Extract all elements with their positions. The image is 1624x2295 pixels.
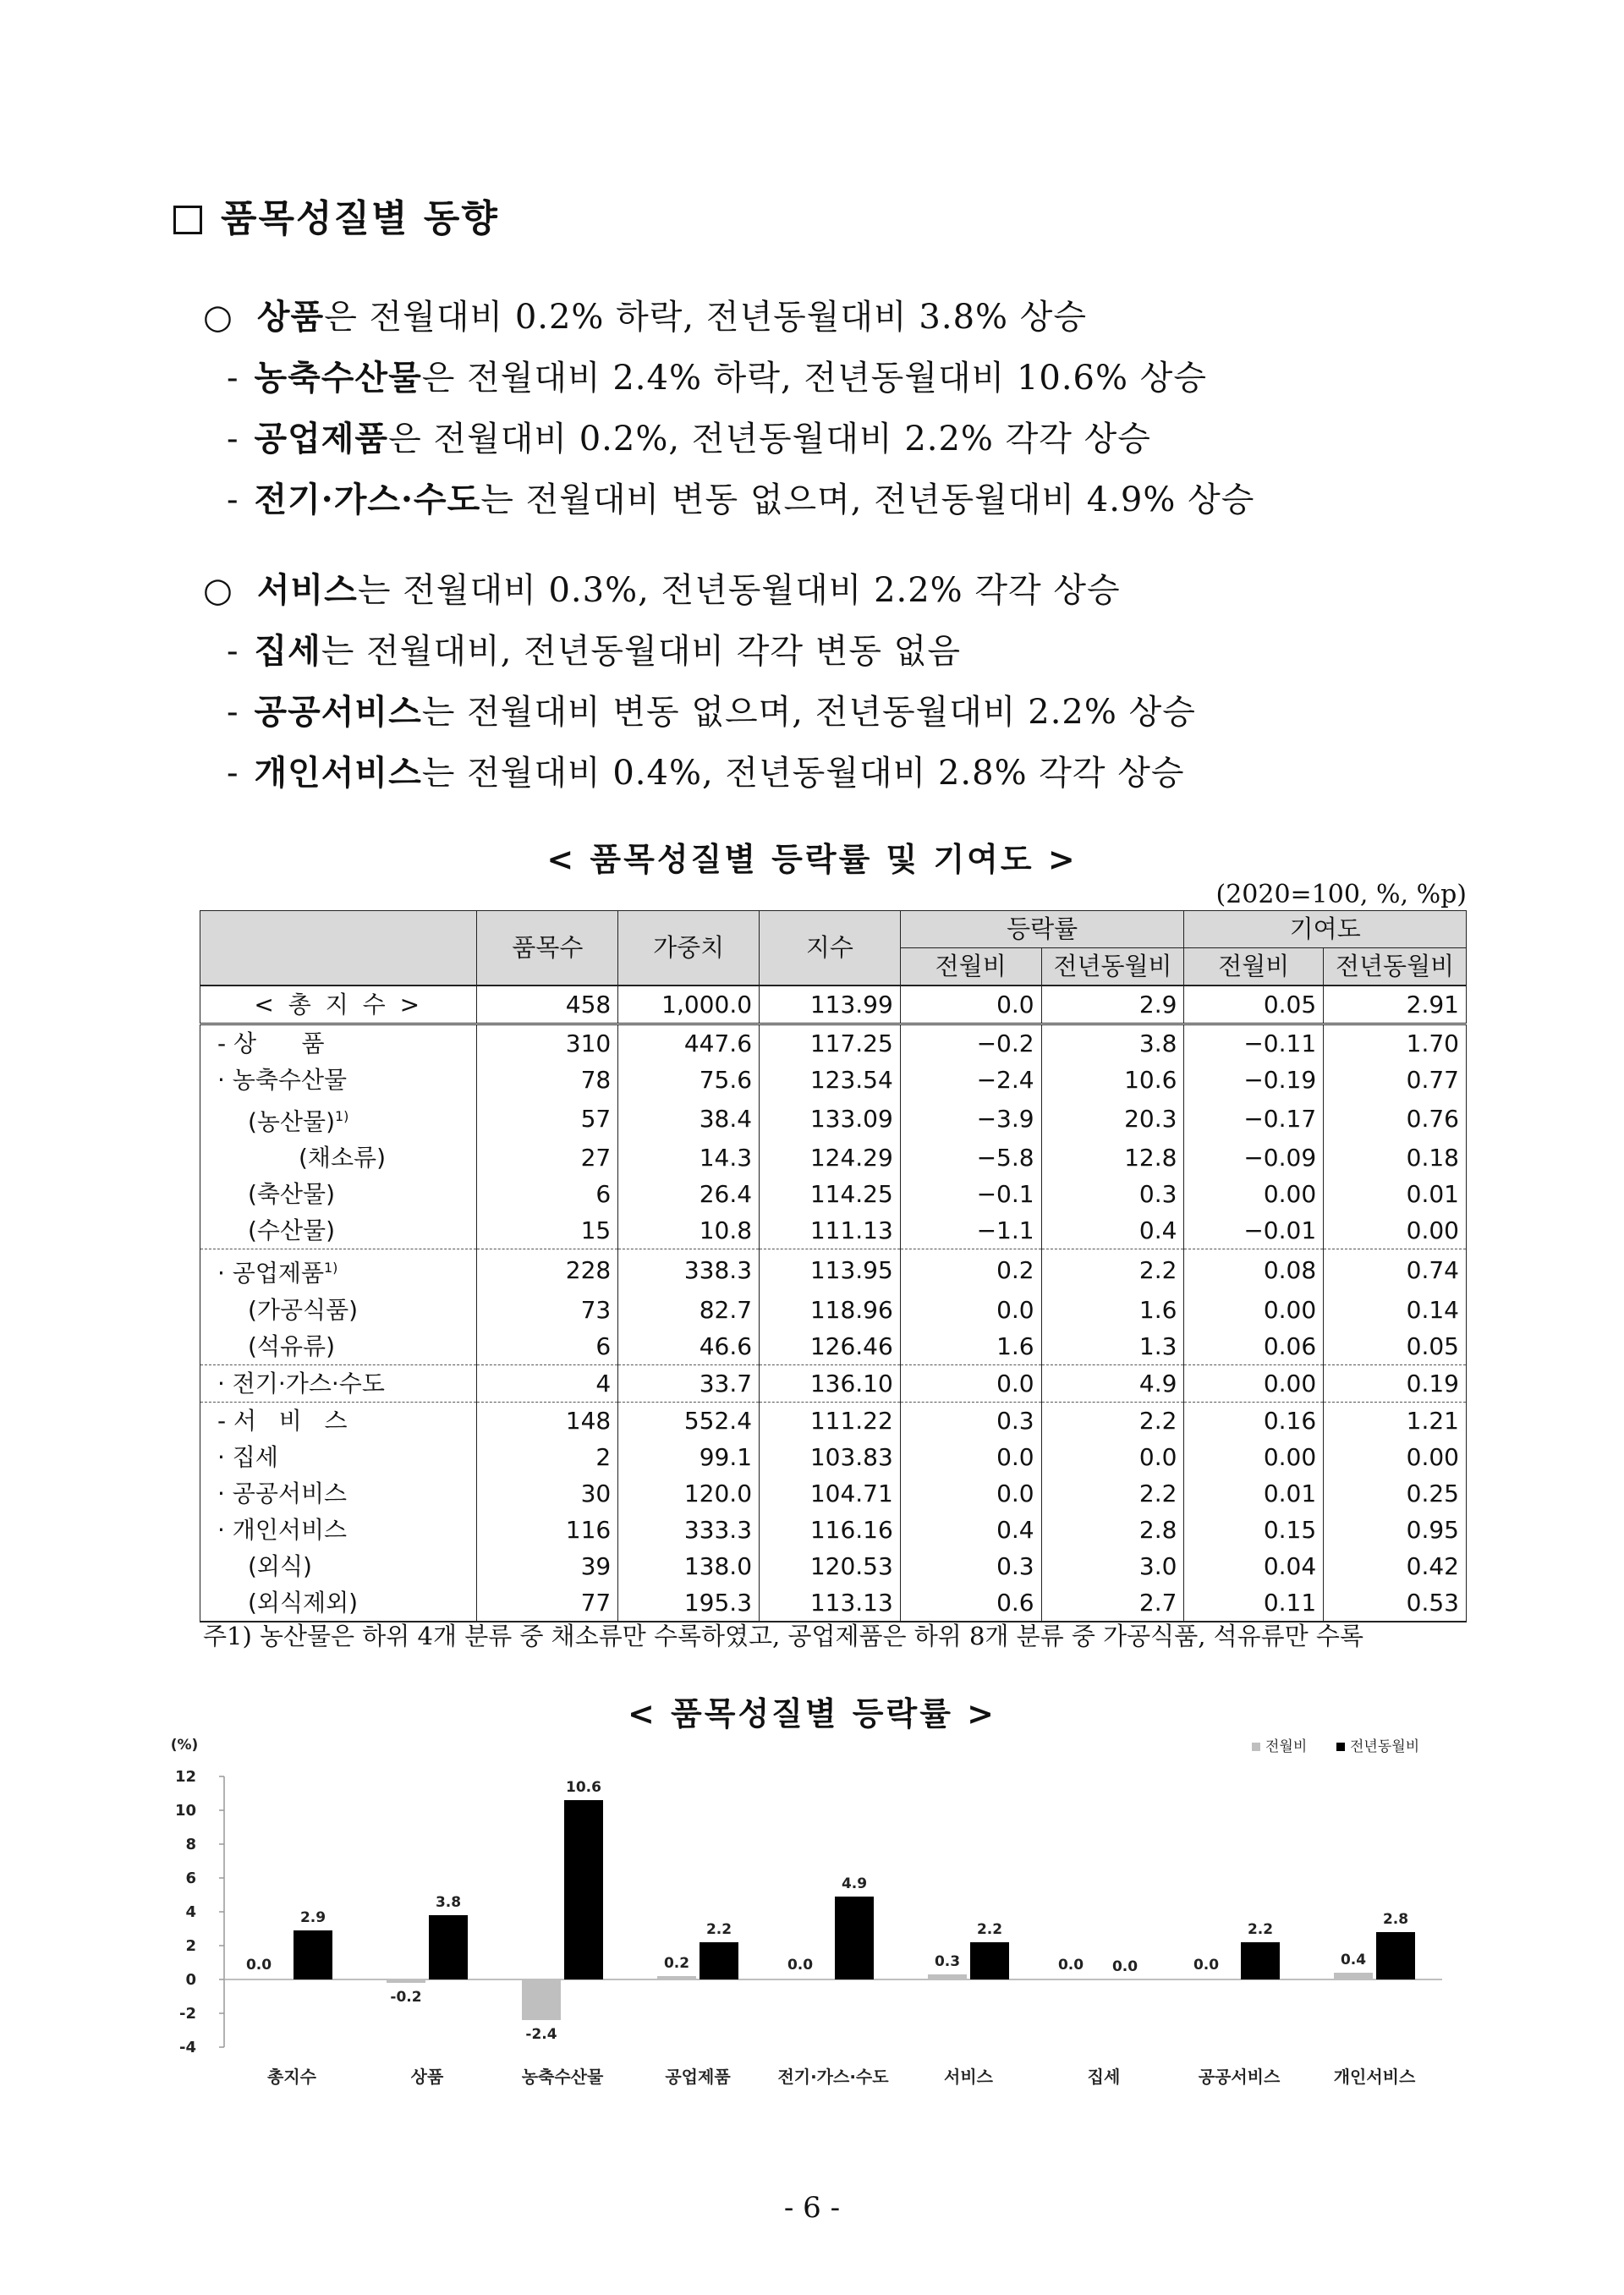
- row-label-text: (채소류): [299, 1144, 386, 1172]
- footnote-marker: 1): [324, 1260, 338, 1277]
- y-tick-label: 4: [185, 1903, 196, 1921]
- bar-yoy: [835, 1897, 874, 1979]
- bar-value-label: 2.9: [299, 1909, 326, 1926]
- table-row: [200, 1475, 1467, 1512]
- cell-chg-mom: −0.2: [900, 1024, 1041, 1062]
- row-label: [200, 1098, 477, 1139]
- x-category-label: 전기·가스·수도: [777, 2067, 889, 2087]
- row-label-text: (가공식품): [248, 1295, 359, 1324]
- cell-chg-mom: −1.1: [900, 1212, 1041, 1249]
- summary-line: [227, 624, 961, 673]
- cell-items: 77: [477, 1584, 618, 1622]
- bar-yoy: [1376, 1932, 1415, 1979]
- bar-value-label: -2.4: [525, 2026, 557, 2043]
- cell-con-mom: −0.01: [1184, 1212, 1324, 1249]
- header-weight: 가중치: [618, 911, 760, 986]
- cell-chg-mom: 0.2: [900, 1249, 1041, 1292]
- footnote-marker: 1): [335, 1108, 349, 1124]
- summary-line: [227, 351, 1207, 399]
- cell-index: 113.99: [760, 986, 901, 1024]
- header-contribution-yoy: 전년동월비: [1324, 948, 1467, 986]
- summary-text: 는 전월대비 변동 없으며, 전년동월대비 2.2% 상승: [421, 693, 1196, 732]
- header-contribution: 기여도: [1184, 911, 1467, 948]
- dash-bullet: -: [227, 632, 239, 671]
- bar-value-label: 4.9: [841, 1875, 868, 1892]
- dash-bullet: -: [227, 420, 239, 458]
- cell-con-yoy: 0.74: [1324, 1249, 1467, 1292]
- table-title: < 품목성질별 등락률 및 기여도 >: [546, 840, 1078, 878]
- page-number: - 6 -: [783, 2191, 841, 2225]
- cell-index: 118.96: [760, 1292, 901, 1328]
- cell-chg-mom: 0.4: [900, 1512, 1041, 1548]
- header-change: 등락률: [900, 911, 1184, 948]
- bar-value-label: 2.2: [1247, 1921, 1274, 1938]
- x-category-label: 공업제품: [665, 2067, 731, 2087]
- cell-chg-yoy: 2.8: [1041, 1512, 1184, 1548]
- x-category-label: 농축수산물: [521, 2067, 604, 2087]
- cell-items: 6: [477, 1176, 618, 1212]
- bar-yoy: [429, 1915, 468, 1979]
- cell-items: 458: [477, 986, 618, 1024]
- cell-index: 116.16: [760, 1512, 901, 1548]
- cell-con-mom: 0.00: [1184, 1364, 1324, 1402]
- cell-con-mom: 0.16: [1184, 1402, 1324, 1439]
- table-row: [200, 1139, 1467, 1176]
- cell-items: 27: [477, 1139, 618, 1176]
- table-row: [200, 1098, 1467, 1139]
- cell-con-mom: 0.00: [1184, 1439, 1324, 1475]
- table-row: [200, 1512, 1467, 1548]
- cell-chg-mom: 0.0: [900, 986, 1041, 1024]
- row-label: [200, 1364, 477, 1402]
- cell-index: 133.09: [760, 1098, 901, 1139]
- rates-table: [200, 910, 1467, 1622]
- cell-items: 30: [477, 1475, 618, 1512]
- y-tick-label: -2: [179, 2005, 196, 2023]
- cell-con-yoy: 0.77: [1324, 1062, 1467, 1098]
- cell-index: 111.22: [760, 1402, 901, 1439]
- cell-chg-yoy: 0.0: [1041, 1439, 1184, 1475]
- cell-con-yoy: 0.25: [1324, 1475, 1467, 1512]
- y-tick-label: -4: [179, 2039, 196, 2056]
- cell-chg-mom: 0.6: [900, 1584, 1041, 1622]
- cell-con-mom: 0.00: [1184, 1292, 1324, 1328]
- table-row: [200, 986, 1467, 1024]
- cell-items: 228: [477, 1249, 618, 1292]
- x-category-label: 개인서비스: [1333, 2067, 1416, 2087]
- cell-con-mom: 0.00: [1184, 1176, 1324, 1212]
- row-label: [200, 1439, 477, 1475]
- row-label-text: · 공업제품: [217, 1259, 324, 1288]
- row-label: [200, 986, 477, 1024]
- row-label: [200, 1176, 477, 1212]
- legend-label: 전년동월비: [1350, 1738, 1420, 1755]
- cell-chg-mom: 0.3: [900, 1548, 1041, 1584]
- table-row: [200, 1176, 1467, 1212]
- y-tick-label: 0: [185, 1971, 196, 1989]
- bar-value-label: 2.2: [976, 1921, 1003, 1938]
- cell-con-yoy: 2.91: [1324, 986, 1467, 1024]
- cell-weight: 138.0: [618, 1548, 760, 1584]
- cell-weight: 82.7: [618, 1292, 760, 1328]
- cell-index: 113.95: [760, 1249, 901, 1292]
- cell-con-mom: 0.08: [1184, 1249, 1324, 1292]
- legend-swatch: [1336, 1743, 1345, 1751]
- cell-index: 104.71: [760, 1475, 901, 1512]
- table-row: [200, 1328, 1467, 1365]
- cell-index: 103.83: [760, 1439, 901, 1475]
- cell-chg-yoy: 2.9: [1041, 986, 1184, 1024]
- summary-line: [227, 746, 1185, 794]
- cell-chg-mom: −5.8: [900, 1139, 1041, 1176]
- chart-title: < 품목성질별 등락률 >: [627, 1694, 997, 1732]
- x-category-label: 서비스: [944, 2067, 993, 2087]
- bar-value-label: -0.2: [390, 1989, 422, 2006]
- circle-bullet-icon: ○: [203, 571, 233, 610]
- cell-weight: 338.3: [618, 1249, 760, 1292]
- cell-chg-yoy: 2.2: [1041, 1475, 1184, 1512]
- cell-con-mom: 0.05: [1184, 986, 1324, 1024]
- cell-items: 148: [477, 1402, 618, 1439]
- cell-con-mom: 0.01: [1184, 1475, 1324, 1512]
- row-label-text: · 개인서비스: [217, 1515, 348, 1544]
- row-label-text: · 농축수산물: [217, 1066, 348, 1094]
- cell-con-yoy: 0.05: [1324, 1328, 1467, 1365]
- cell-con-mom: −0.19: [1184, 1062, 1324, 1098]
- cell-chg-mom: −3.9: [900, 1098, 1041, 1139]
- row-label: [200, 1024, 477, 1062]
- bar-mom: [522, 1979, 561, 2020]
- row-label-text: (농산물): [248, 1107, 335, 1136]
- table-row: [200, 1364, 1467, 1402]
- x-category-label: 집세: [1087, 2067, 1121, 2087]
- y-tick-label: 8: [185, 1836, 196, 1853]
- summary-text: 은 전월대비 0.2% 하락, 전년동월대비 3.8% 상승: [324, 298, 1088, 337]
- cell-weight: 99.1: [618, 1439, 760, 1475]
- cell-chg-yoy: 2.2: [1041, 1249, 1184, 1292]
- cell-index: 126.46: [760, 1328, 901, 1365]
- y-tick-label: 2: [185, 1937, 196, 1955]
- cell-index: 113.13: [760, 1584, 901, 1622]
- summary-keyword: 집세: [254, 631, 321, 671]
- row-label: [200, 1062, 477, 1098]
- cell-index: 114.25: [760, 1176, 901, 1212]
- table-row: [200, 1292, 1467, 1328]
- summary-line: [203, 290, 1087, 338]
- legend-swatch: [1252, 1743, 1260, 1751]
- cell-items: 2: [477, 1439, 618, 1475]
- cell-index: 123.54: [760, 1062, 901, 1098]
- dash-bullet: -: [227, 480, 239, 519]
- row-label: [200, 1249, 477, 1292]
- cell-items: 310: [477, 1024, 618, 1062]
- y-tick-label: 6: [185, 1869, 196, 1887]
- dash-bullet: -: [227, 359, 239, 398]
- cell-chg-yoy: 12.8: [1041, 1139, 1184, 1176]
- row-label-text: (수산물): [248, 1216, 335, 1245]
- y-tick-label: 10: [174, 1802, 196, 1820]
- cell-index: 111.13: [760, 1212, 901, 1249]
- summary-text: 은 전월대비 2.4% 하락, 전년동월대비 10.6% 상승: [421, 359, 1208, 398]
- summary-keyword: 서비스: [256, 570, 358, 610]
- bar-yoy: [1241, 1942, 1280, 1979]
- cell-weight: 1,000.0: [618, 986, 760, 1024]
- bar-value-label: 3.8: [435, 1894, 462, 1911]
- dash-bullet: -: [227, 754, 239, 793]
- cell-weight: 552.4: [618, 1402, 760, 1439]
- summary-text: 는 전월대비 0.3%, 전년동월대비 2.2% 각각 상승: [357, 571, 1121, 610]
- cell-con-yoy: 1.21: [1324, 1402, 1467, 1439]
- cell-items: 39: [477, 1548, 618, 1584]
- cell-con-mom: −0.17: [1184, 1098, 1324, 1139]
- summary-keyword: 공업제품: [254, 419, 389, 458]
- header-change-yoy: 전년동월비: [1041, 948, 1184, 986]
- cell-items: 78: [477, 1062, 618, 1098]
- table-row: [200, 1439, 1467, 1475]
- cell-con-mom: −0.11: [1184, 1024, 1324, 1062]
- row-label-text: (외식): [248, 1551, 312, 1580]
- cell-items: 15: [477, 1212, 618, 1249]
- cell-chg-yoy: 3.8: [1041, 1024, 1184, 1062]
- summary-text: 는 전월대비, 전년동월대비 각각 변동 없음: [321, 632, 961, 671]
- bar-yoy: [564, 1800, 603, 1979]
- cell-con-mom: −0.09: [1184, 1139, 1324, 1176]
- bar-yoy: [700, 1942, 738, 1979]
- bar-value-label: 2.2: [705, 1921, 732, 1938]
- cell-items: 6: [477, 1328, 618, 1365]
- table-body: [200, 986, 1467, 1622]
- cell-weight: 14.3: [618, 1139, 760, 1176]
- summary-line: [227, 473, 1254, 521]
- cell-chg-mom: 0.0: [900, 1292, 1041, 1328]
- cell-weight: 195.3: [618, 1584, 760, 1622]
- row-label: [200, 1475, 477, 1512]
- row-label-text: - 서 비 스: [217, 1406, 348, 1435]
- row-label: [200, 1292, 477, 1328]
- cell-weight: 75.6: [618, 1062, 760, 1098]
- rates-bar-chart: [161, 1726, 1480, 2098]
- y-tick-label: 12: [174, 1768, 196, 1786]
- cell-weight: 38.4: [618, 1098, 760, 1139]
- summary-line: [227, 412, 1151, 460]
- cell-chg-mom: 1.6: [900, 1328, 1041, 1365]
- x-category-label: 총지수: [267, 2067, 316, 2087]
- bar-value-label: 0.0: [245, 1957, 272, 1974]
- cell-chg-yoy: 0.4: [1041, 1212, 1184, 1249]
- cell-con-yoy: 0.18: [1324, 1139, 1467, 1176]
- cell-chg-yoy: 1.6: [1041, 1292, 1184, 1328]
- cell-index: 136.10: [760, 1364, 901, 1402]
- header-change-mom: 전월비: [900, 948, 1041, 986]
- cell-index: 120.53: [760, 1548, 901, 1584]
- cell-con-mom: 0.04: [1184, 1548, 1324, 1584]
- row-label: [200, 1402, 477, 1439]
- row-label: [200, 1584, 477, 1622]
- bar-value-label: 0.2: [663, 1955, 690, 1972]
- summary-line: [203, 563, 1121, 612]
- cell-con-yoy: 0.95: [1324, 1512, 1467, 1548]
- summary-keyword: 상품: [256, 297, 325, 337]
- cell-chg-mom: 0.0: [900, 1439, 1041, 1475]
- cell-index: 124.29: [760, 1139, 901, 1176]
- cell-con-mom: 0.11: [1184, 1584, 1324, 1622]
- cell-chg-yoy: 1.3: [1041, 1328, 1184, 1365]
- bar-mom: [928, 1974, 967, 1979]
- row-label-text: < 총 지 수 >: [254, 991, 424, 1018]
- header-empty: [200, 911, 477, 986]
- cell-index: 117.25: [760, 1024, 901, 1062]
- table-footnote: 주1) 농산물은 하위 4개 분류 중 채소류만 수록하였고, 공업제품은 하위 8개 분류 중 가공식품, 석유류만 수록: [203, 1622, 1363, 1650]
- row-label: [200, 1328, 477, 1365]
- cell-con-mom: 0.06: [1184, 1328, 1324, 1365]
- section-title: [173, 188, 499, 242]
- summary-text: 은 전월대비 0.2%, 전년동월대비 2.2% 각각 상승: [388, 420, 1151, 458]
- row-label: [200, 1139, 477, 1176]
- cell-chg-yoy: 2.2: [1041, 1402, 1184, 1439]
- row-label-text: · 전기·가스·수도: [217, 1369, 385, 1397]
- unit-note: (2020=100, %, %p): [1215, 880, 1467, 909]
- cell-chg-mom: −0.1: [900, 1176, 1041, 1212]
- checkbox-square-icon: [173, 206, 202, 234]
- cell-weight: 10.8: [618, 1212, 760, 1249]
- table-row: [200, 1249, 1467, 1292]
- cell-items: 116: [477, 1512, 618, 1548]
- cell-weight: 26.4: [618, 1176, 760, 1212]
- bar-yoy: [294, 1930, 332, 1979]
- legend-label: 전월비: [1265, 1738, 1308, 1755]
- summary-keyword: 전기·가스·수도: [254, 480, 481, 519]
- bar-value-label: 0.0: [1111, 1958, 1138, 1975]
- cell-con-yoy: 0.00: [1324, 1212, 1467, 1249]
- summary-keyword: 공공서비스: [254, 692, 422, 732]
- bar-yoy: [970, 1942, 1009, 1979]
- bar-value-label: 10.6: [566, 1779, 601, 1796]
- cell-con-yoy: 0.19: [1324, 1364, 1467, 1402]
- row-label-text: (외식제외): [248, 1588, 359, 1617]
- cell-items: 57: [477, 1098, 618, 1139]
- cell-chg-mom: 0.0: [900, 1475, 1041, 1512]
- header-index: 지수: [760, 911, 901, 986]
- header-items: 품목수: [477, 911, 618, 986]
- cell-chg-yoy: 2.7: [1041, 1584, 1184, 1622]
- table-row: [200, 1584, 1467, 1622]
- bar-mom: [657, 1976, 696, 1979]
- cell-con-yoy: 1.70: [1324, 1024, 1467, 1062]
- bar-mom: [1334, 1973, 1373, 1979]
- cell-items: 73: [477, 1292, 618, 1328]
- cell-chg-yoy: 20.3: [1041, 1098, 1184, 1139]
- cell-con-mom: 0.15: [1184, 1512, 1324, 1548]
- table-row: [200, 1402, 1467, 1439]
- cell-con-yoy: 0.00: [1324, 1439, 1467, 1475]
- cell-con-yoy: 0.14: [1324, 1292, 1467, 1328]
- cell-chg-mom: 0.0: [900, 1364, 1041, 1402]
- cell-chg-yoy: 0.3: [1041, 1176, 1184, 1212]
- cell-con-yoy: 0.42: [1324, 1548, 1467, 1584]
- cell-chg-mom: −2.4: [900, 1062, 1041, 1098]
- section-title-text: 품목성질별 동향: [221, 197, 499, 240]
- summary-text: 는 전월대비 변동 없으며, 전년동월대비 4.9% 상승: [480, 480, 1255, 519]
- cell-chg-yoy: 10.6: [1041, 1062, 1184, 1098]
- row-label-text: (석유류): [248, 1331, 335, 1360]
- bar-value-label: 0.4: [1340, 1952, 1367, 1968]
- cell-weight: 33.7: [618, 1364, 760, 1402]
- table-row: [200, 1062, 1467, 1098]
- cell-chg-yoy: 4.9: [1041, 1364, 1184, 1402]
- cell-weight: 333.3: [618, 1512, 760, 1548]
- cell-weight: 120.0: [618, 1475, 760, 1512]
- bar-value-label: 0.0: [787, 1957, 814, 1974]
- cell-con-yoy: 0.53: [1324, 1584, 1467, 1622]
- table-row: [200, 1212, 1467, 1249]
- cell-chg-yoy: 3.0: [1041, 1548, 1184, 1584]
- cell-con-yoy: 0.76: [1324, 1098, 1467, 1139]
- cell-weight: 447.6: [618, 1024, 760, 1062]
- cell-chg-mom: 0.3: [900, 1402, 1041, 1439]
- row-label: [200, 1512, 477, 1548]
- summary-text: 는 전월대비 0.4%, 전년동월대비 2.8% 각각 상승: [421, 754, 1185, 793]
- cell-weight: 46.6: [618, 1328, 760, 1365]
- table-row: [200, 1548, 1467, 1584]
- summary-line: [227, 685, 1196, 733]
- cell-con-yoy: 0.01: [1324, 1176, 1467, 1212]
- y-axis-unit-label: (%): [170, 1737, 199, 1754]
- x-category-label: 공공서비스: [1198, 2067, 1281, 2087]
- row-label: [200, 1548, 477, 1584]
- dash-bullet: -: [227, 693, 239, 732]
- row-label-text: - 상 품: [217, 1029, 325, 1057]
- row-label-text: (축산물): [248, 1180, 335, 1209]
- row-label: [200, 1212, 477, 1249]
- circle-bullet-icon: ○: [203, 298, 233, 337]
- table-row: [200, 1024, 1467, 1062]
- x-category-label: 상품: [410, 2067, 444, 2087]
- bar-value-label: 0.0: [1193, 1957, 1220, 1974]
- header-contribution-mom: 전월비: [1184, 948, 1324, 986]
- row-label-text: · 집세: [217, 1442, 278, 1471]
- bar-value-label: 0.3: [934, 1953, 961, 1970]
- bar-value-label: 0.0: [1057, 1957, 1084, 1974]
- summary-keyword: 개인서비스: [254, 753, 422, 793]
- bar-value-label: 2.8: [1382, 1911, 1409, 1928]
- row-label-text: · 공공서비스: [217, 1479, 348, 1507]
- cell-items: 4: [477, 1364, 618, 1402]
- summary-keyword: 농축수산물: [254, 358, 422, 398]
- bar-mom: [387, 1979, 425, 1983]
